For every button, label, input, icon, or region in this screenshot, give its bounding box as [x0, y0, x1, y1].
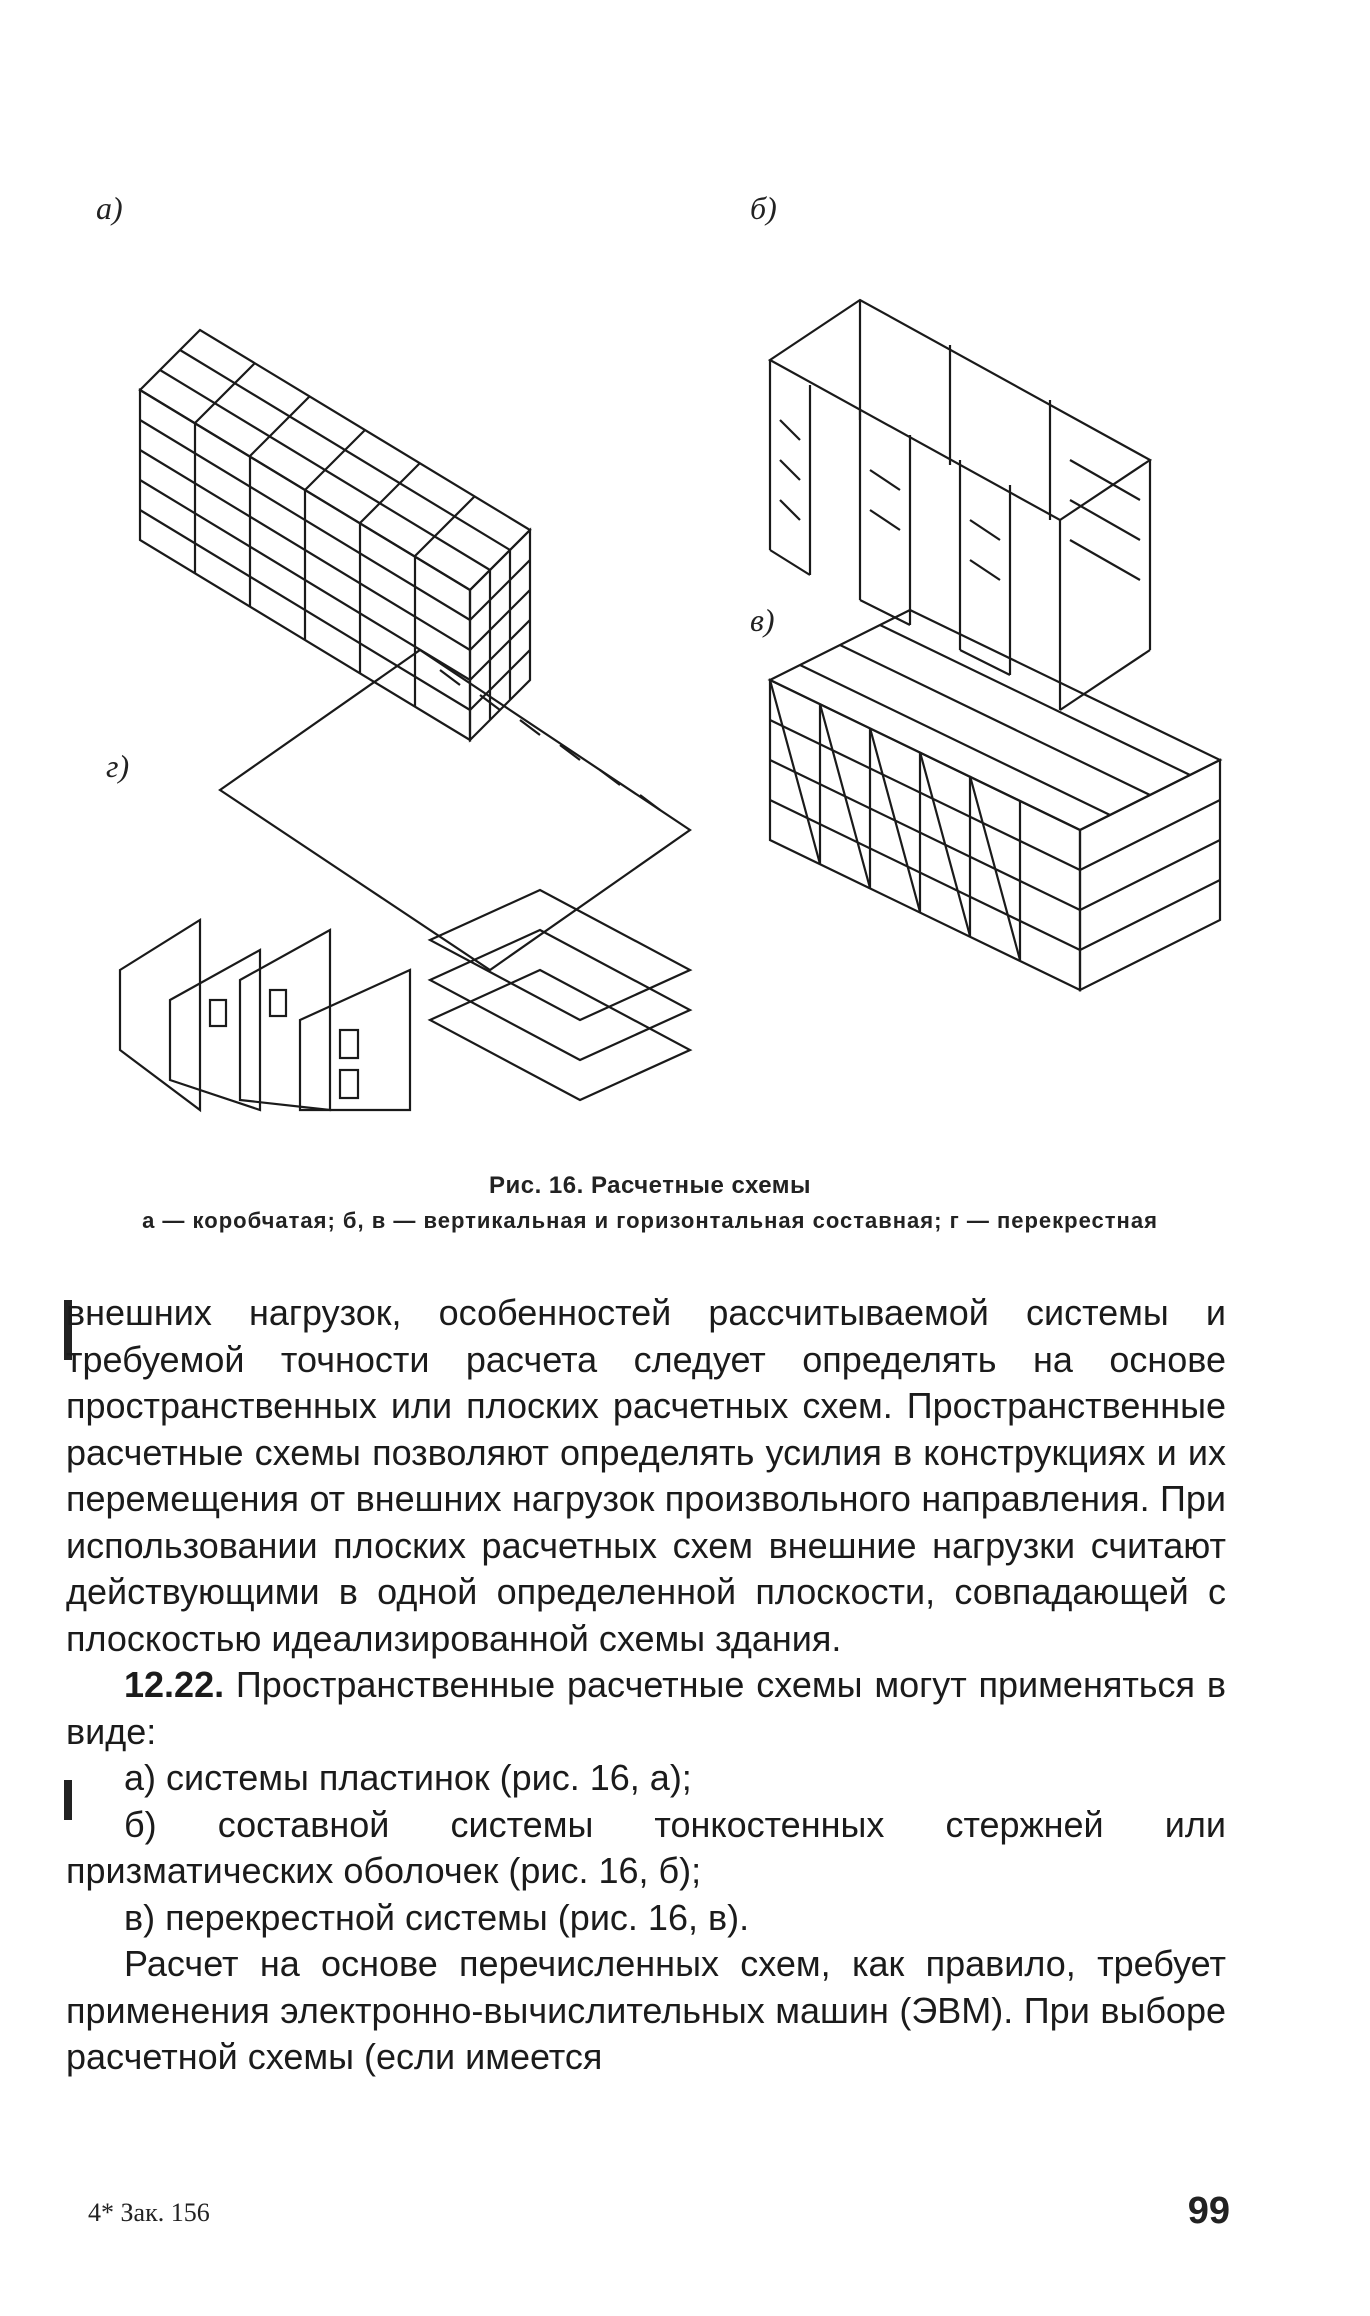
- page-number: 99: [1187, 2190, 1230, 2232]
- clause-text: Пространственные расчетные схемы могут применяться в виде:: [66, 1664, 1226, 1752]
- paragraph: внешних нагрузок, особенностей рассчитываемой системы и требуемой точности расчета следует определять на основе пространственных или плоских расчетных схем. Пространственные расчетные схемы позволяют определять усилия в конструкциях и их перемещения от внешних нагрузок произвольного направления. При использовании плоских расчетных схем внешние нагрузки считают действующими в одной определенной плоскости, совпадающей с плоскостью идеализированной схемы здания.: [66, 1292, 1226, 1659]
- paragraph-12-22: [66, 1662, 1226, 1755]
- figure-caption-title: Рис. 16. Расчетные схемы: [488, 1172, 812, 1199]
- list-item-a: а) системы пластинок (рис. 16, а);: [124, 1757, 692, 1798]
- body-text: [66, 1290, 1226, 2081]
- panel-v-label: в): [750, 602, 775, 638]
- panel-a-label: а): [96, 190, 123, 226]
- panel-b-label: б): [750, 190, 777, 226]
- figure-16: [60, 150, 1240, 1150]
- figure-caption: [60, 1172, 1240, 1234]
- list-item-b: б) составной системы тонкостенных стержней или призматических оболочек (рис. 16, б);: [66, 1803, 1226, 1891]
- panel-v-drawing: [760, 590, 1230, 1010]
- list-item-v: в) перекрестной системы (рис. 16, в).: [124, 1896, 750, 1938]
- page-footer: [70, 2190, 1230, 2240]
- panel-g-drawing: [100, 640, 720, 1120]
- figure-caption-legend: а — коробчатая; б, в — вертикальная и горизонтальная составная; г — перекрестная: [142, 1208, 1158, 1233]
- panel-g-label: г): [106, 748, 130, 784]
- paragraph: Расчет на основе перечисленных схем, как правило, требует применения электронно-вычислительных машин (ЭВМ). При выборе расчетной схемы (если имеется: [66, 1943, 1226, 2077]
- print-order-note: 4* Зак. 156: [88, 2198, 210, 2227]
- clause-number: 12.22.: [124, 1664, 225, 1705]
